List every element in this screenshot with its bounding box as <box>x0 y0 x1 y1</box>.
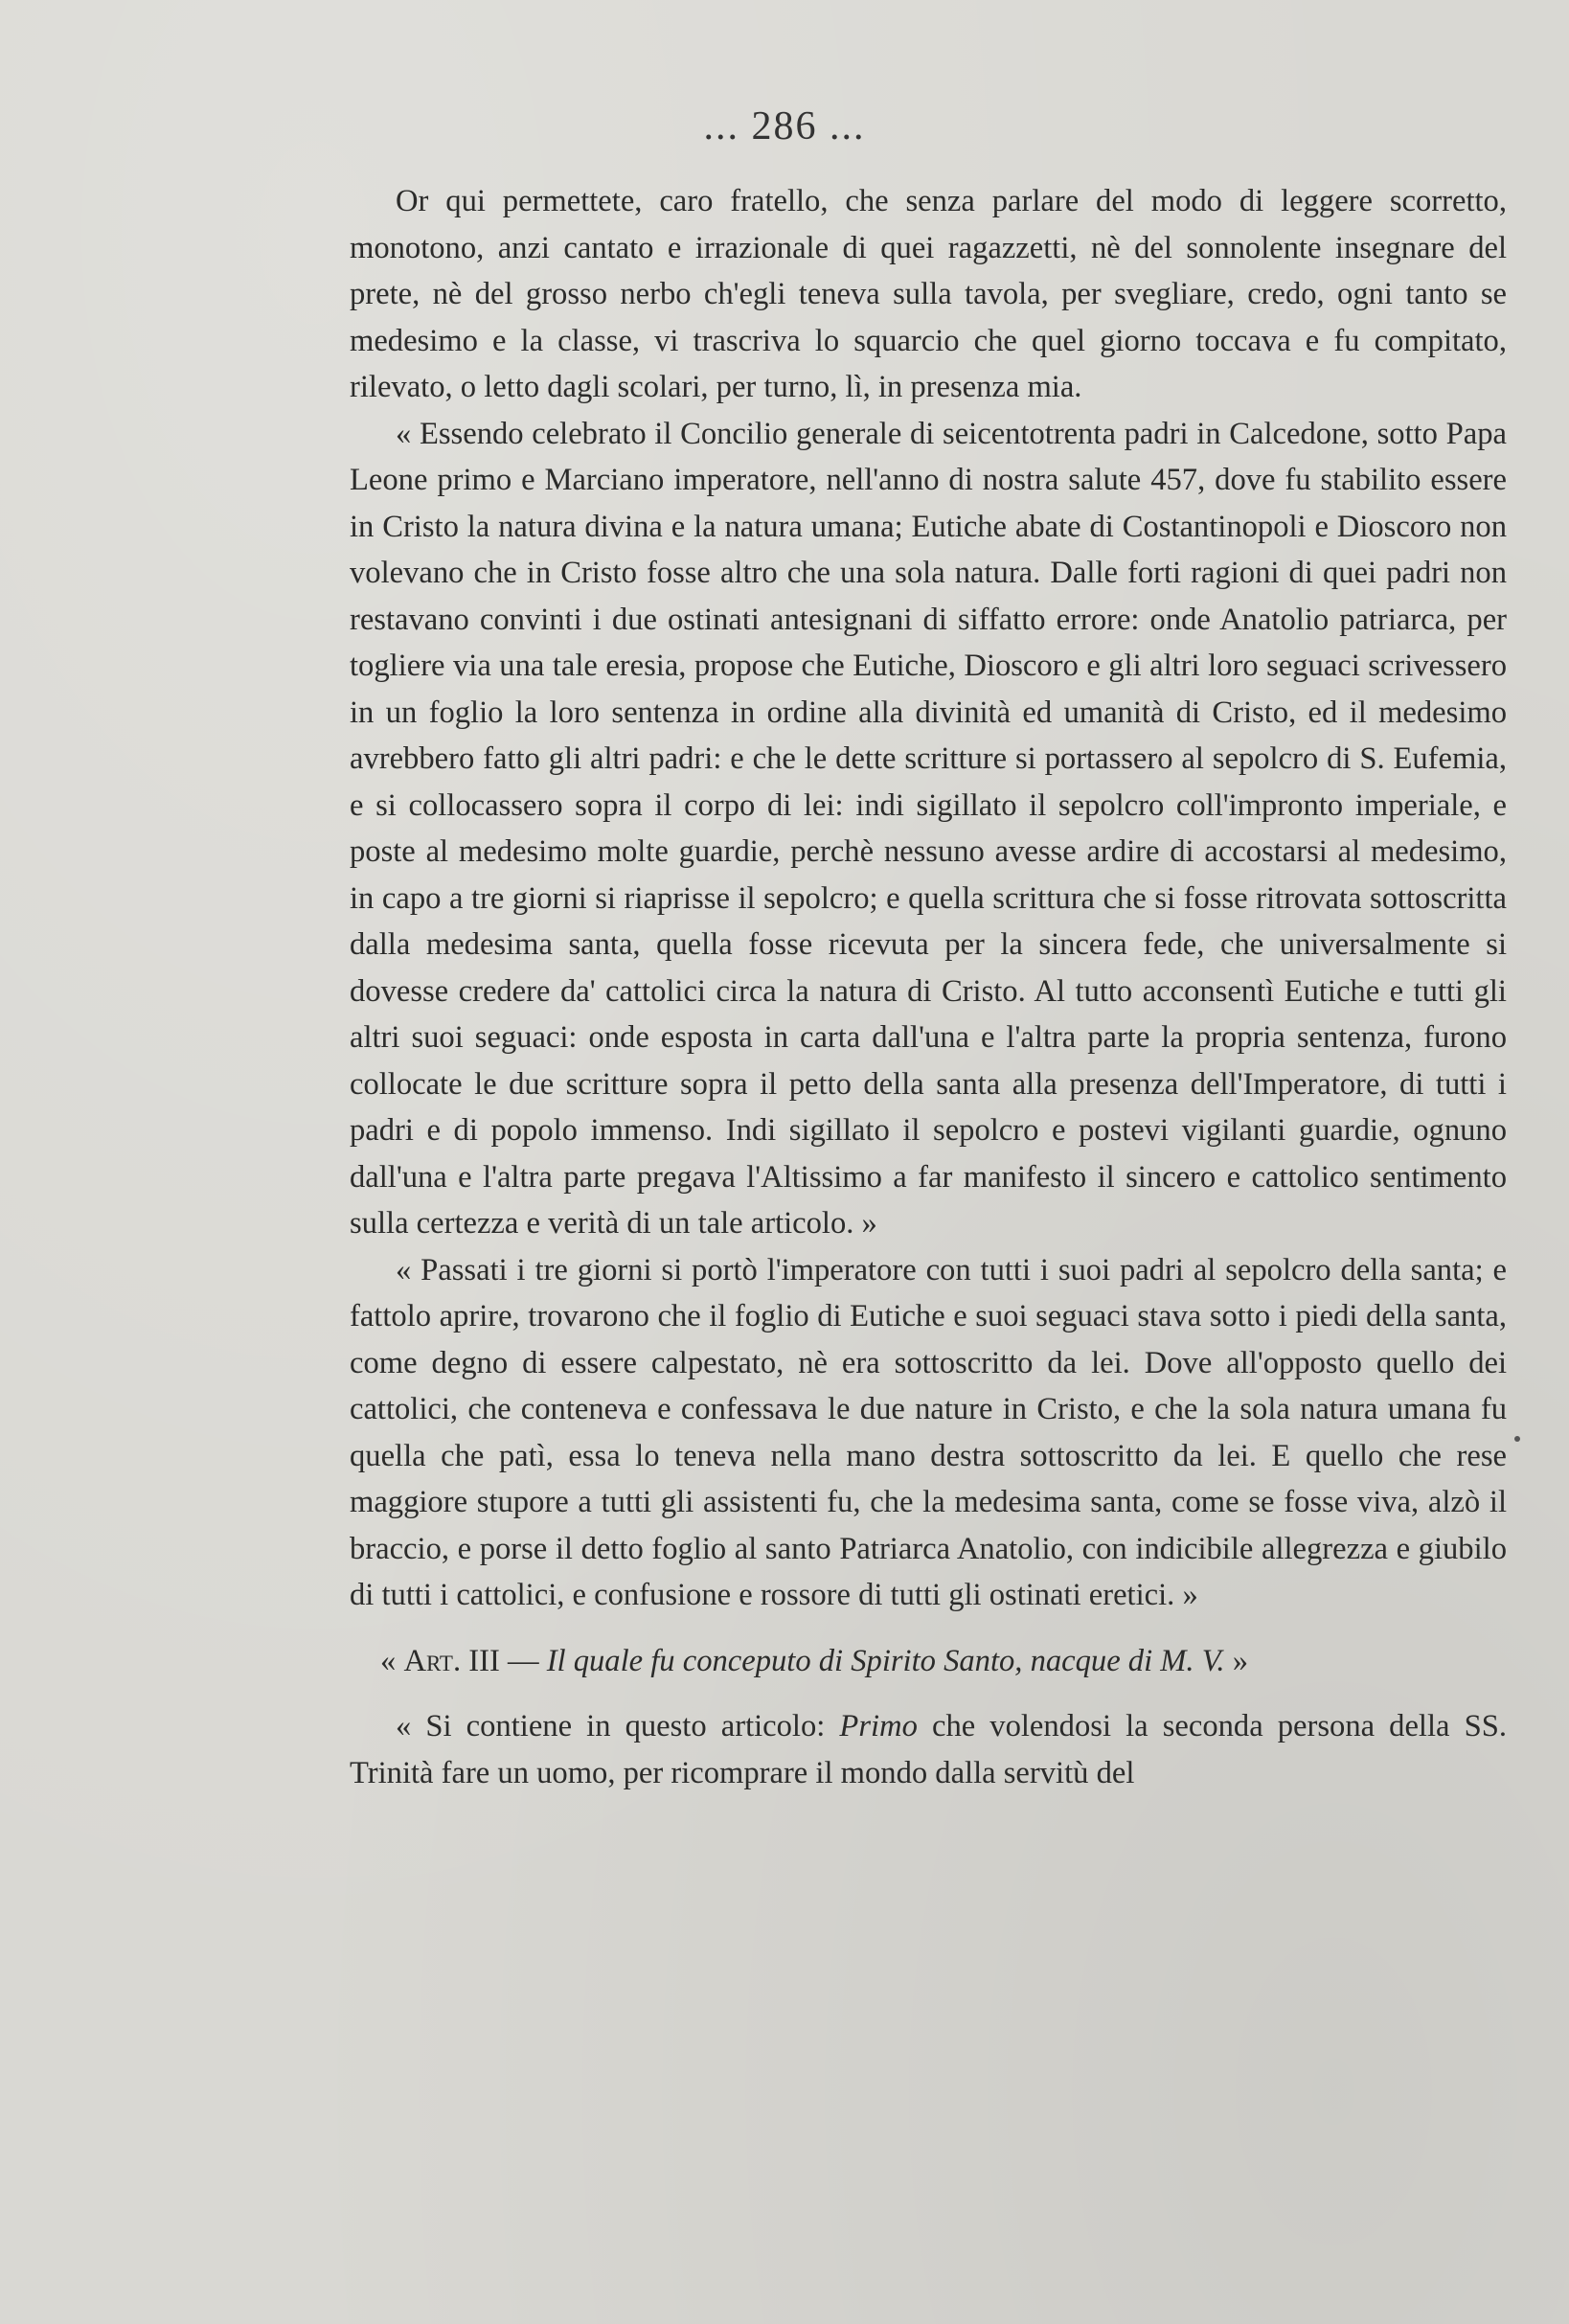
paragraph-council-quote: « Essendo celebrato il Concilio generale di seicentotrenta padri in Calcedone, sotto Papa Leone primo e Marciano imperatore, nell'anno di nostra salute 457, dove fu stabilito essere in Cristo la natura divina e la natura umana; Eutiche abate di Costantinopoli e Dioscoro non volevano che in Cristo fosse altro che una sola natura. Dalle forti ragioni di quei padri non restavano convinti i due ostinati antesignani di siffatto errore: onde Anatolio patriarca, per togliere via una tale eresia, propose che Eutiche, Dioscoro e gli altri loro seguaci scrivessero in un foglio la loro sentenza in ordine alla divinità ed umanità di Cristo, ed il medesimo avrebbero fatto gli altri padri: e che le dette scritture si portassero al sepolcro di S. Eufemia, e si collocassero sopra il corpo di lei: indi sigillato il sepolcro coll'impronto imperiale, e poste al medesimo molte guardie, perchè nessuno avesse ardire di accostarsi al medesimo, in capo a tre giorni si riaprisse il sepolcro; e quella scrittura che si fosse ritrovata sottoscritta dalla medesima santa, quella fosse ricevuta per la sincera fede, che universalmente si dovesse credere da' cattolici circa la natura di Cristo. Al tutto acconsentì Eutiche e tutti gli altri suoi seguaci: onde esposta in carta dall'una e l'altra parte la propria sentenza, furono collocate le due scritture sopra il petto della santa alla presenza dell'Imperatore, di tutti i padri e di popolo immenso. Indi sigillato il sepolcro e postevi vigilanti guardie, ognuno dall'una e l'altra parte pregava l'Altissimo a far manifesto il sincero e cattolico sentimento sulla certezza e verità di un tale articolo. » <box>350 416 1507 1241</box>
article-heading-numeral: III — <box>461 1643 547 1678</box>
article-heading-label: Art. <box>403 1643 462 1678</box>
page-number: ... 286 ... <box>703 104 866 148</box>
body-text <box>350 178 1507 1796</box>
article-heading-title: Il quale fu conceputo di Spirito Santo, nacque di M. V. <box>546 1643 1225 1678</box>
article-heading-open: « <box>380 1643 404 1678</box>
article-content-after: che volendosi la seconda persona della SS. Trinità fare un uomo, per ricomprare il mondo dalla servitù del <box>350 1709 1507 1790</box>
article-heading <box>350 1638 1507 1685</box>
article-content-before: « Si contiene in questo articolo: <box>396 1709 840 1743</box>
article-heading-close: » <box>1224 1643 1248 1678</box>
paper-speck <box>1514 1436 1520 1442</box>
article-content-emphasis: Primo <box>839 1709 918 1743</box>
paragraph-three-days-quote: « Passati i tre giorni si portò l'imperatore con tutti i suoi padri al sepolcro della santa; e fattolo aprire, trovarono che il foglio di Eutiche e suoi seguaci stava sotto i piedi della santa, come degno di essere calpestato, nè era sottoscritto da lei. Dove all'opposto quello dei cattolici, che conteneva e confessava le due nature in Cristo, e che la sola natura umana fu quella che patì, essa lo teneva nella mano destra sottoscritto da lei. E quello che rese maggiore stupore a tutti gli assistenti fu, che la medesima santa, come se fosse viva, alzò il braccio, e porse il detto foglio al santo Patriarca Anatolio, con indicibile allegrezza e giubilo di tutti i cattolici, e confusione e rossore di tutti gli ostinati eretici. » <box>350 1252 1507 1612</box>
paragraph-article-content <box>350 1703 1507 1796</box>
paragraph-intro: Or qui permettete, caro fratello, che senza parlare del modo di leggere scorretto, monotono, anzi cantato e irrazionale di quei ragazzetti, nè del sonnolente insegnare del prete, nè del grosso nerbo ch'egli teneva sulla tavola, per svegliare, credo, ogni tanto se medesimo e la classe, vi trascriva lo squarcio che quel giorno toccava e fu compitato, rilevato, o letto dagli scolari, per turno, lì, in presenza mia. <box>350 184 1507 404</box>
